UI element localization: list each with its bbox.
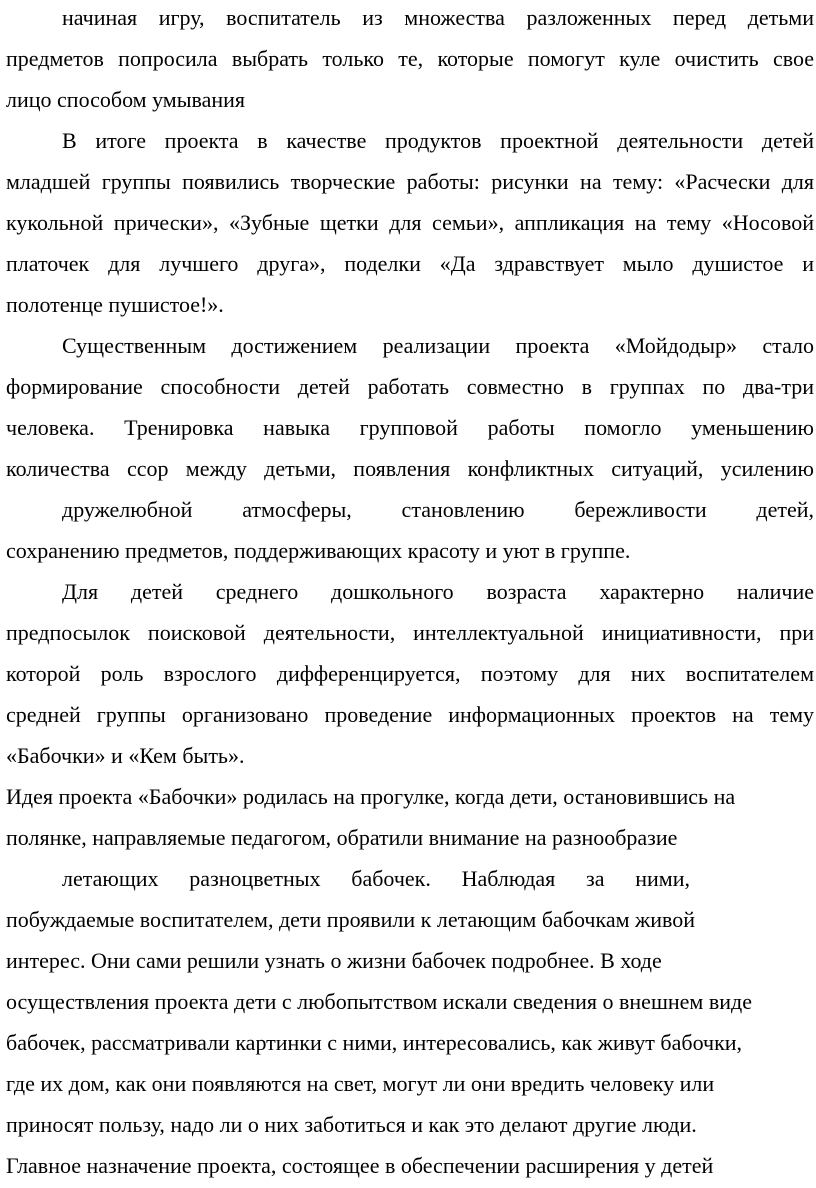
text-line: лицо способом умывания [6, 87, 246, 112]
text-line: которой роль взрослого дифференцируется, поэтому для них воспитателем [6, 661, 814, 686]
text-line: В итоге проекта в качестве продуктов проектной деятельности детей [62, 128, 814, 153]
text-line: платочек для лучшего друга», поделки «Да здравствует мыло душистое и [6, 251, 814, 276]
text-line: средней группы организовано проведение информационных проектов на тему [6, 702, 814, 727]
text-line: летающих разноцветных бабочек. Наблюдая за ними, [62, 866, 690, 891]
text-line: дружелюбной атмосферы, становлению бережливости детей, [62, 497, 814, 522]
text-line: Идея проекта «Бабочки» родилась на прогулке, когда дети, остановившись на [6, 784, 736, 809]
text-line: сохранению предметов, поддерживающих красоту и уют в группе. [6, 538, 631, 563]
text-line: формирование способности детей работать совместно в группах по два-три [6, 374, 814, 399]
text-line: человека. Тренировка навыка групповой работы помогло уменьшению [6, 415, 814, 440]
text-line: Существенным достижением реализации проекта «Мойдодыр» стало [62, 333, 814, 358]
text-line: Главное назначение проекта, состоящее в обеспечении расширения у детей [6, 1153, 714, 1178]
text-line: предметов попросила выбрать только те, которые помогут куле очистить свое [6, 46, 814, 71]
text-line: количества ссор между детьми, появления конфликтных ситуаций, усилению [6, 456, 814, 481]
text-line: «Бабочки» и «Кем быть». [6, 743, 245, 768]
text-line: приносят пользу, надо ли о них заботиться и как это делают другие люди. [6, 1112, 697, 1137]
text-line: Для детей среднего дошкольного возраста характерно наличие [62, 579, 814, 604]
text-line: осуществления проекта дети с любопытством искали сведения о внешнем виде [6, 989, 752, 1014]
text-line: полянке, направляемые педагогом, обратили внимание на разнообразие [6, 825, 678, 850]
text-line: побуждаемые воспитателем, дети проявили к летающим бабочкам живой [6, 907, 696, 932]
text-line: начиная игру, воспитатель из множества разложенных перед детьми [62, 5, 814, 30]
text-line: полотенце пушистое!». [6, 292, 224, 317]
text-line: младшей группы появились творческие работы: рисунки на тему: «Расчески для [6, 169, 814, 194]
text-line: предпосылок поисковой деятельности, интеллектуальной инициативности, при [6, 620, 814, 645]
text-line: где их дом, как они появляются на свет, могут ли они вредить человеку или [6, 1071, 715, 1096]
text-line: интерес. Они сами решили узнать о жизни бабочек подробнее. В ходе [6, 948, 662, 973]
text-line: бабочек, рассматривали картинки с ними, интересовались, как живут бабочки, [6, 1030, 743, 1055]
text-line: кукольной прически», «Зубные щетки для семьи», аппликация на тему «Носовой [6, 210, 814, 235]
